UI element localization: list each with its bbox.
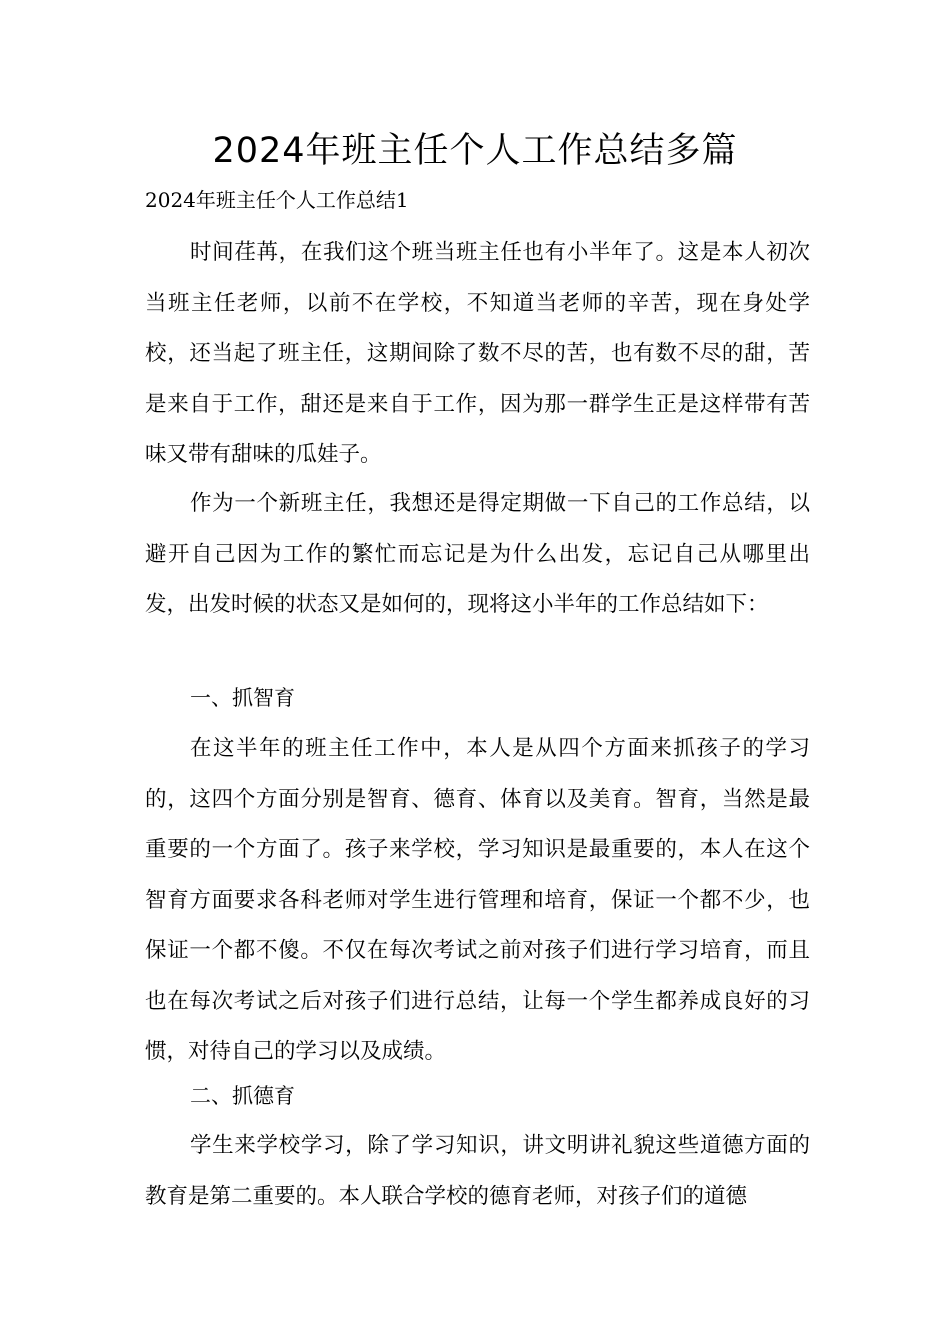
heading-intellectual-education: 一、抓智育 (190, 686, 295, 710)
paragraph-section-2: 学生来学校学习，除了学习知识，讲文明讲礼貌这些道德方面的教育是第二重要的。本人联合学校的德育老师，对孩子们的道德 (145, 1133, 810, 1209)
paragraph-intro-1: 时间荏苒，在我们这个班当班主任也有小半年了。这是本人初次当班主任老师，以前不在学校，不知道当老师的辛苦，现在身处学校，还当起了班主任，这期间除了数不尽的苦，也有数不尽的甜，苦是来自于工作，甜还是来自于工作，因为那一群学生正是这样带有苦味又带有甜味的瓜娃子。 (145, 240, 810, 467)
heading-moral-education: 二、抓德育 (190, 1084, 295, 1108)
document-title: 2024年班主任个人工作总结多篇 (212, 131, 738, 171)
paragraph-section-1: 在这半年的班主任工作中，本人是从四个方面来抓孩子的学习的，这四个方面分别是智育、德育、体育以及美育。智育，当然是最重要的一个方面了。孩子来学校，学习知识是最重要的，本人在这个智育方面要求各科老师对学生进行管理和培育，保证一个都不少，也保证一个都不傻。不仅在每次考试之前对孩子们进行学习培育，而且也在每次考试之后对孩子们进行总结，让每一个学生都养成良好的习惯，对待自己的学习以及成绩。 (145, 736, 810, 1064)
section-subtitle: 2024年班主任个人工作总结1 (145, 188, 409, 212)
paragraph-intro-2: 作为一个新班主任，我想还是得定期做一下自己的工作总结，以避开自己因为工作的繁忙而忘记是为什么出发，忘记自己从哪里出发，出发时候的状态又是如何的，现将这小半年的工作总结如下： (145, 491, 810, 617)
